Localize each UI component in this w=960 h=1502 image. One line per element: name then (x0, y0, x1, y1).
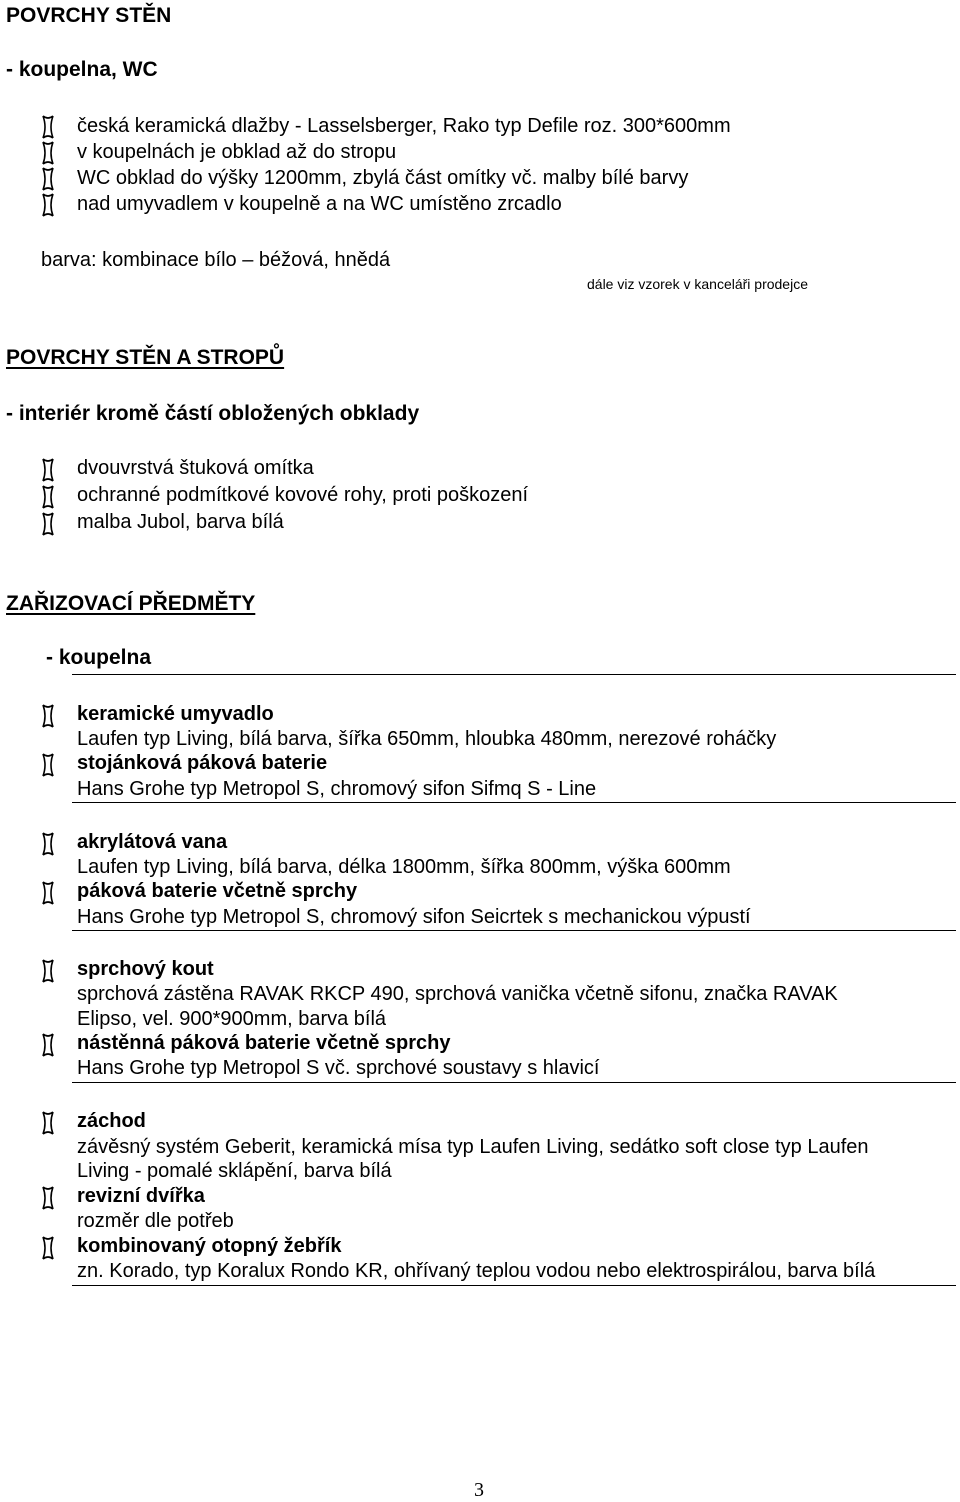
fixture-name: keramické umyvadlo (77, 703, 274, 725)
fixture-name: akrylátová vana (77, 831, 228, 853)
bullet-icon (40, 703, 56, 729)
fixture-name: páková baterie včetně sprchy (77, 880, 358, 902)
section3-title: ZAŘIZOVACÍ PŘEDMĚTY (6, 592, 256, 615)
bullet-icon (40, 140, 56, 166)
divider (72, 930, 956, 931)
fixture-desc: Elipso, vel. 900*900mm, barva bílá (77, 1008, 387, 1030)
bullet-icon (40, 831, 56, 857)
bullet-icon (40, 1110, 56, 1136)
bullet-icon (40, 752, 56, 778)
color-line: barva: kombinace bílo – béžová, hnědá (41, 249, 391, 271)
fixture-name: stojánková páková baterie (77, 752, 328, 774)
section2-item: dvouvrstvá štuková omítka (77, 457, 314, 479)
section3-subtitle: - koupelna (46, 646, 152, 669)
bullet-icon (40, 484, 56, 510)
fixture-name: nástěnná páková baterie včetně sprchy (77, 1032, 451, 1054)
fixture-desc: Hans Grohe typ Metropol S, chromový sifon Sifmq S - Line (77, 778, 597, 800)
fixture-desc: zn. Korado, typ Koralux Rondo KR, ohřívaný teplou vodou nebo elektrospirálou, barva bílá (77, 1260, 876, 1282)
fixture-name: kombinovaný otopný žebřík (77, 1235, 342, 1257)
page-number: 3 (474, 1479, 484, 1501)
bullet-icon (40, 192, 56, 218)
fixture-desc: Laufen typ Living, bílá barva, šířka 650mm, hloubka 480mm, nerezové roháčky (77, 728, 777, 750)
bullet-icon (40, 457, 56, 483)
fixture-desc: Hans Grohe typ Metropol S vč. sprchové soustavy s hlavicí (77, 1057, 600, 1079)
divider (72, 1082, 956, 1083)
bullet-icon (40, 958, 56, 984)
bullet-icon (40, 1185, 56, 1211)
divider (72, 674, 956, 675)
divider (72, 1285, 956, 1286)
bullet-icon (40, 166, 56, 192)
section1-item: WC obklad do výšky 1200mm, zbylá část omítky vč. malby bílé barvy (77, 167, 689, 189)
fixture-desc: závěsný systém Geberit, keramická mísa typ Laufen Living, sedátko soft close typ Laufen (77, 1136, 869, 1158)
fixture-desc: sprchová zástěna RAVAK RKCP 490, sprchová vanička včetně sifonu, značka RAVAK (77, 983, 838, 1005)
section2-title: POVRCHY STĚN A STROPŮ (6, 346, 285, 369)
fixture-desc: Living - pomalé sklápění, barva bílá (77, 1160, 392, 1182)
bullet-icon (40, 1032, 56, 1058)
fixture-name: záchod (77, 1110, 146, 1132)
fixture-desc: Laufen typ Living, bílá barva, délka 1800mm, šířka 800mm, výška 600mm (77, 856, 731, 878)
fixture-name: revizní dvířka (77, 1185, 205, 1207)
sample-note: dále viz vzorek v kanceláři prodejce (587, 276, 808, 292)
bullet-icon (40, 880, 56, 906)
fixture-name: sprchový kout (77, 958, 214, 980)
section1-item: česká keramická dlažby - Lasselsberger, Rako typ Defile roz. 300*600mm (77, 115, 731, 137)
section1-item: v koupelnách je obklad až do stropu (77, 141, 397, 163)
bullet-icon (40, 114, 56, 140)
section2-subtitle: - interiér kromě částí obložených obklady (6, 402, 420, 425)
divider (72, 802, 956, 803)
fixture-desc: Hans Grohe typ Metropol S, chromový sifon Seicrtek s mechanickou výpustí (77, 906, 751, 928)
section1-title: POVRCHY STĚN (6, 4, 172, 27)
section2-item: ochranné podmítkové kovové rohy, proti poškození (77, 484, 528, 506)
section1-item: nad umyvadlem v koupelně a na WC umístěno zrcadlo (77, 193, 562, 215)
bullet-icon (40, 1235, 56, 1261)
section1-subtitle: - koupelna, WC (6, 58, 158, 81)
section2-item: malba Jubol, barva bílá (77, 511, 284, 533)
bullet-icon (40, 511, 56, 537)
fixture-desc: rozměr dle potřeb (77, 1210, 234, 1232)
